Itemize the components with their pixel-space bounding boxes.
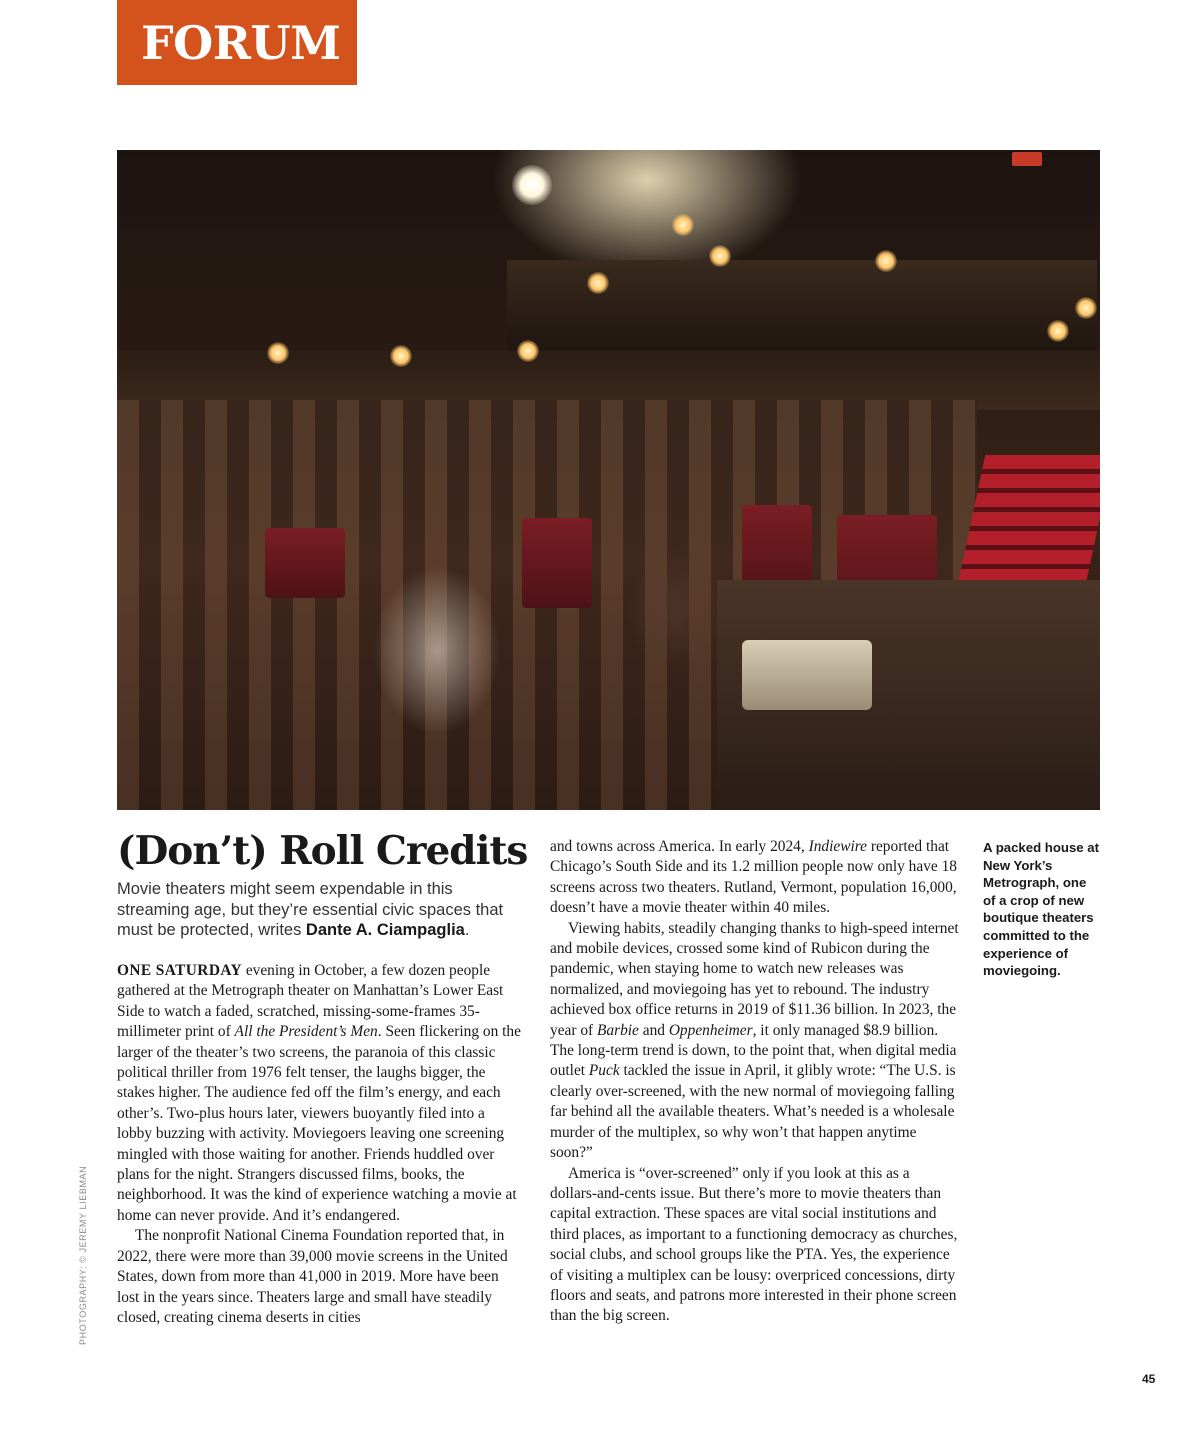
wall-lamp bbox=[1047, 320, 1069, 342]
publication-title: Indiewire bbox=[808, 838, 867, 855]
wall-lamp bbox=[709, 245, 731, 267]
page-number: 45 bbox=[1142, 1372, 1156, 1386]
wall-lamp bbox=[587, 272, 609, 294]
dek-text: Movie theaters might seem expendable in this streaming age, but they’re essential civic spaces that must be protected, writes bbox=[117, 880, 504, 939]
wall-lamp bbox=[875, 250, 897, 272]
paragraph-1: ONE SATURDAY evening in October, a few dozen people gathered at the Metrograph theater on Manhattan’s Lower East Side to watch a faded, scratched, missing-some-frames 35-millimeter print of All the President’s Men. Seen flickering on the larger of the theater’s two screens, the paranoia of this classic political thriller from 1976 felt tenser, the laughs bigger, the stakes higher. The audience fed off the film’s energy, and each other’s. Two-plus hours later, viewers buoyantly filed into a lobby buzzing with activity. Moviegoers leaving one screening mingled with those waiting for another. Friends huddled over plans for the night. Strangers discussed films, books, the neighborhood. It was the kind of experience watching a movie at home can never provide. And it’s endangered. bbox=[117, 962, 521, 1224]
photo-caption: A packed house at New York’s Metrograph, one of a crop of new boutique theaters committed to the experience of moviegoing. bbox=[983, 840, 1100, 979]
lead-in: ONE SATURDAY bbox=[117, 962, 242, 979]
headline: (Don’t) Roll Credits bbox=[117, 828, 528, 874]
author-name: Dante A. Ciampaglia bbox=[305, 921, 465, 939]
wall-lamp bbox=[517, 340, 539, 362]
red-stairs bbox=[959, 455, 1100, 580]
film-title: Oppenheimer bbox=[668, 1021, 753, 1039]
theater-seat bbox=[522, 518, 592, 608]
section-label: FORUM bbox=[117, 0, 357, 85]
wall-lamp bbox=[1075, 297, 1097, 319]
wall-lamp bbox=[672, 214, 694, 236]
paragraph-3: Viewing habits, steadily changing thanks to high-speed internet and mobile devices, crossed some kind of Rubicon during the pandemic, when staying home to watch new releases was normalized, and moviegoing has yet to rebound. The industry achieved box office returns in 2019 of $11.36 billion. In 2023, the year of Barbie and Oppenheimer, it only managed $8.9 billion. The long-term trend is down, to the point that, when digital media outlet Puck tackled the issue in April, it glibly wrote: “The U.S. is clearly over-screened, with the new normal of moviegoing falling far behind all the available theaters. What’s needed is a wholesale murder of the multiplex, so why won’t that happen anytime soon?” bbox=[550, 919, 959, 1162]
dek-end: . bbox=[464, 921, 470, 939]
exit-sign bbox=[1012, 152, 1042, 166]
wall-lamp bbox=[390, 345, 412, 367]
publication-title: Puck bbox=[588, 1062, 620, 1080]
wooden-chair bbox=[742, 640, 872, 710]
column-1 bbox=[117, 961, 521, 1328]
column-2 bbox=[550, 837, 960, 1327]
theater-photo bbox=[117, 150, 1100, 810]
paragraph-2-continued: and towns across America. In early 2024, Indiewire reported that Chicago’s South Side and its 1.2 million people now only have 18 screens across two theaters. Rutland, Vermont, population 16,000, doesn’t have a movie theater within 40 miles. bbox=[550, 838, 957, 917]
photo-credit: PHOTOGRAPHY: © JEREMY LIEBMAN bbox=[78, 1165, 88, 1345]
theater-seat bbox=[265, 528, 345, 598]
wall-lamp bbox=[267, 342, 289, 364]
paragraph-4: America is “over-screened” only if you look at this as a dollars-and-cents issue. But there’s more to movie theaters than capital extraction. These spaces are vital social institutions and third places, as important to a functioning democracy as churches, social clubs, and school groups like the PTA. Yes, the experience of visiting a multiplex can be lousy: overpriced concessions, dirty floors and seats, and patrons more interested in their phone screen than the big screen. bbox=[550, 1164, 958, 1325]
dek bbox=[117, 879, 517, 941]
film-title: All the President’s Men bbox=[234, 1023, 378, 1041]
projector-light bbox=[512, 165, 552, 205]
film-title: Barbie bbox=[597, 1021, 639, 1039]
paragraph-2: The nonprofit National Cinema Foundation reported that, in 2022, there were more than 39,000 movie screens in the United States, down from more than 41,000 in 2019. More have been lost in the years since. Theaters large and small have steadily closed, creating cinema deserts in cities bbox=[117, 1227, 508, 1326]
